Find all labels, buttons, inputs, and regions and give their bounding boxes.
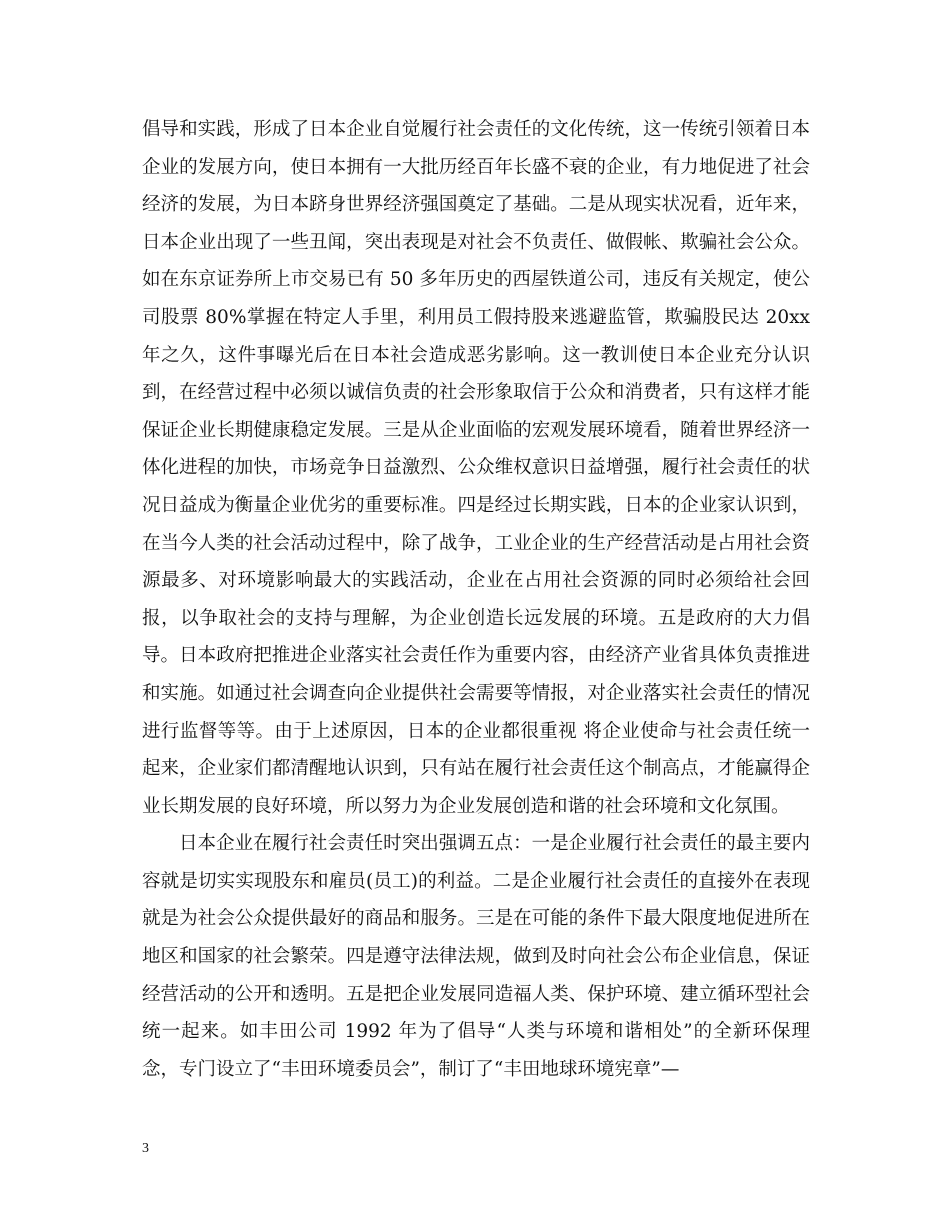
body-text xyxy=(142,111,810,1088)
paragraph-five-points: 日本企业在履行社会责任时突出强调五点：一是企业履行社会责任的最主要内容就是切实实现股东和雇员(员工)的利益。二是企业履行社会责任的直接外在表现就是为社会公众提供最好的商品和服务。三是在可能的条件下最大限度地促进所在地区和国家的社会繁荣。四是遵守法律法规，做到及时向社会公布企业信息，保证经营活动的公开和透明。五是把企业发展同造福人类、保护环境、建立循环型社会统一起来。如丰田公司 1992 年为了倡导“人类与环境和谐相处”的全新环保理念，专门设立了“丰田环境委员会”，制订了“丰田地球环境宪章”— xyxy=(142,833,810,1080)
paragraph-continuation: 倡导和实践，形成了日本企业自觉履行社会责任的文化传统，这一传统引领着日本企业的发展方向，使日本拥有一大批历经百年长盛不衰的企业，有力地促进了社会经济的发展，为日本跻身世界经济强国奠定了基础。二是从现实状况看，近年来，日本企业出现了一些丑闻，突出表现是对社会不负责任、做假帐、欺骗社会公众。如在东京证券所上市交易已有 50 多年历史的西屋铁道公司，违反有关规定，使公司股票 80%掌握在特定人手里，利用员工假持股来逃避监管，欺骗股民达 20xx 年之久，这件事曝光后在日本社会造成恶劣影响。这一教训使日本企业充分认识到，在经营过程中必须以诚信负责的社会形象取信于公众和消费者，只有这样才能保证企业长期健康稳定发展。三是从企业面临的宏观发展环境看，随着世界经济一体化进程的加快，市场竞争日益激烈、公众维权意识日益增强，履行社会责任的状况日益成为衡量企业优劣的重要标准。四是经过长期实践，日本的企业家认识到，在当今人类的社会活动过程中，除了战争，工业企业的生产经营活动是占用社会资源最多、对环境影响最大的实践活动，企业在占用社会资源的同时必须给社会回报，以争取社会的支持与理解，为企业创造长远发展的环境。五是政府的大力倡导。日本政府把推进企业落实社会责任作为重要内容，由经济产业省具体负责推进和实施。如通过社会调查向企业提供社会需要等情报，对企业落实社会责任的情况进行监督等等。由于上述原因，日本的企业都很重视 将企业使命与社会责任统一起来，企业家们都清醒地认识到，只有站在履行社会责任这个制高点，才能赢得企业长期发展的良好环境，所以努力为企业发展创造和谐的社会环境和文化氛围。 xyxy=(142,119,810,817)
page-number: 3 xyxy=(142,1141,149,1156)
